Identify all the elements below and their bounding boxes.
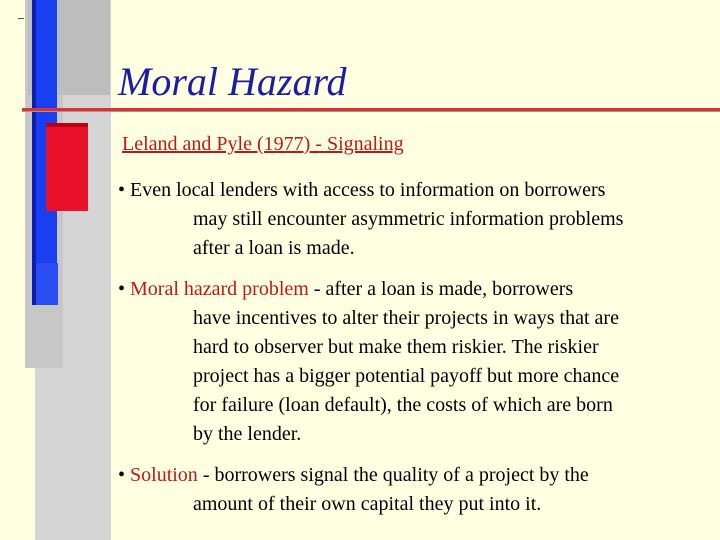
bullet-term: Moral hazard problem — [130, 278, 309, 300]
bullet-text: - borrowers signal the quality of a project by the — [197, 464, 589, 486]
bullet-line: amount of their own capital they put into it. — [193, 493, 542, 515]
decor-blue-bar-edge — [32, 0, 36, 305]
bullet-marker: • — [118, 179, 126, 201]
bullet-line — [118, 176, 718, 205]
bullet-marker: • — [118, 464, 126, 486]
bullet-text: Even local lenders with access to information on borrowers — [130, 179, 606, 201]
decor-tick — [18, 18, 24, 19]
title-divider-shadow — [22, 111, 720, 112]
bullet-line: have incentives to alter their projects in ways that are — [193, 307, 619, 329]
decor-red-block-edge — [46, 123, 88, 127]
bullet-line — [118, 461, 718, 490]
bullet-item-solution — [118, 461, 718, 519]
bullet-line: after a loan is made. — [193, 237, 355, 259]
bullet-line: hard to observer but make them riskier. The riskier — [193, 336, 599, 358]
decor-blue-block — [36, 263, 58, 305]
bullet-line: for failure (loan default), the costs of which are born — [193, 394, 613, 416]
bullet-text: - after a loan is made, borrowers — [308, 278, 574, 300]
bullet-line: may still encounter asymmetric information problems — [193, 208, 624, 230]
bullet-term: Solution — [130, 464, 198, 486]
bullet-marker: • — [118, 278, 126, 300]
slide-title: Moral Hazard — [118, 59, 347, 104]
bullet-item-lenders — [118, 176, 718, 263]
bullet-line — [118, 275, 718, 304]
bullet-line: by the lender. — [193, 423, 302, 445]
slide-subtitle: Leland and Pyle (1977) - Signaling — [122, 133, 404, 155]
bullet-item-moral-hazard — [118, 275, 718, 449]
bullet-line: project has a bigger potential payoff but more chance — [193, 365, 620, 387]
decor-red-block — [46, 123, 88, 211]
bullet-list — [118, 176, 718, 531]
